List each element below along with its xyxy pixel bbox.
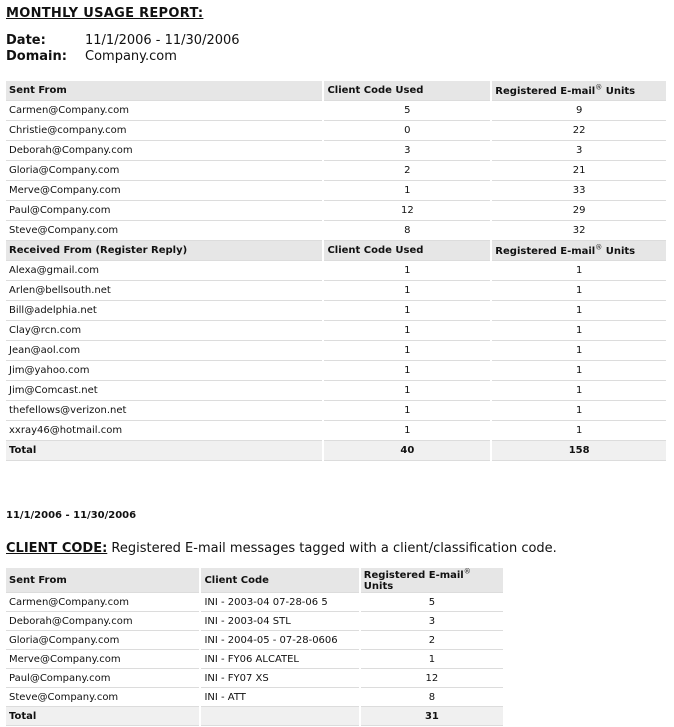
sent-row [6, 141, 667, 161]
client-code-used-cell: 1 [323, 321, 491, 341]
registered-units-cell: 1 [491, 361, 667, 381]
email-cell: Gloria@Company.com [6, 631, 200, 650]
client-code-used-cell: 1 [323, 401, 491, 421]
sent-row [6, 221, 667, 241]
usage-table [6, 81, 668, 461]
units-suffix: Units [605, 86, 636, 98]
client-code-used-cell: 1 [323, 341, 491, 361]
total-label: Total [6, 707, 200, 726]
client-code-row [6, 593, 504, 612]
sent-row [6, 161, 667, 181]
column-header: Sent From [6, 81, 323, 101]
column-header: Received From (Register Reply) [6, 241, 323, 261]
client-code-used-cell: 1 [323, 381, 491, 401]
client-code-used-cell: 1 [323, 361, 491, 381]
registered-units-cell: 1 [491, 281, 667, 301]
registered-units-header [495, 83, 636, 98]
domain-line [6, 49, 177, 64]
client-code-row [6, 631, 504, 650]
column-header-text: Registered E-mail [495, 86, 596, 98]
registered-units-cell: 1 [491, 261, 667, 281]
registered-units-cell: 3 [360, 612, 504, 631]
client-code-used-cell: 8 [323, 221, 491, 241]
registered-units-cell: 22 [491, 121, 667, 141]
email-cell: thefellows@verizon.net [6, 401, 323, 421]
email-cell: Steve@Company.com [6, 221, 323, 241]
client-code-used-cell: 1 [323, 181, 491, 201]
client-code-cell: INI - ATT [200, 688, 359, 707]
received-row [6, 401, 667, 421]
client-code-table [6, 568, 505, 726]
date-label: Date: [6, 33, 46, 48]
received-row [6, 421, 667, 441]
received-row [6, 301, 667, 321]
registered-mark: ® [463, 568, 471, 576]
registered-units-cell: 1 [491, 421, 667, 441]
client-code-used-cell: 1 [323, 301, 491, 321]
client-code-heading [6, 541, 557, 556]
email-cell: Alexa@gmail.com [6, 261, 323, 281]
registered-units-cell: 2 [360, 631, 504, 650]
registered-units-cell: 29 [491, 201, 667, 221]
client-code-description: Registered E-mail messages tagged with a client/classification code. [107, 541, 557, 556]
client-code-used-cell: 1 [323, 281, 491, 301]
client-code-used-cell: 2 [323, 161, 491, 181]
column-header [491, 81, 667, 101]
email-cell: Carmen@Company.com [6, 101, 323, 121]
client-code-used-cell: 5 [323, 101, 491, 121]
email-cell: Merve@Company.com [6, 650, 200, 669]
registered-units-cell: 8 [360, 688, 504, 707]
email-cell: xxray46@hotmail.com [6, 421, 323, 441]
email-cell: Jim@yahoo.com [6, 361, 323, 381]
client-code-row [6, 688, 504, 707]
units-suffix: Units [363, 581, 394, 593]
total-client-code [200, 707, 359, 726]
section2-date: 11/1/2006 - 11/30/2006 [6, 510, 137, 521]
total-units: 31 [360, 707, 504, 726]
registered-units-header [364, 570, 471, 592]
email-cell: Jean@aol.com [6, 341, 323, 361]
total-label: Total [6, 441, 323, 461]
email-cell: Gloria@Company.com [6, 161, 323, 181]
registered-units-cell: 32 [491, 221, 667, 241]
received-row [6, 281, 667, 301]
total-row [6, 441, 667, 461]
registered-units-header [495, 243, 636, 258]
report-title: MONTHLY USAGE REPORT: [6, 6, 204, 21]
received-row [6, 261, 667, 281]
registered-units-cell: 3 [491, 141, 667, 161]
client-code-cell: INI - FY06 ALCATEL [200, 650, 359, 669]
column-header: Client Code Used [323, 241, 491, 261]
email-cell: Paul@Company.com [6, 201, 323, 221]
registered-units-cell: 21 [491, 161, 667, 181]
date-value: 11/1/2006 - 11/30/2006 [85, 33, 240, 48]
email-cell: Merve@Company.com [6, 181, 323, 201]
registered-units-cell: 12 [360, 669, 504, 688]
registered-units-cell: 1 [491, 381, 667, 401]
registered-mark: ® [595, 243, 603, 252]
sent-row [6, 201, 667, 221]
client-code-used-cell: 1 [323, 261, 491, 281]
email-cell: Bill@adelphia.net [6, 301, 323, 321]
client-code-cell: INI - 2003-04 07-28-06 5 [200, 593, 359, 612]
units-suffix: Units [605, 246, 636, 258]
client-code-cell: INI - FY07 XS [200, 669, 359, 688]
registered-units-cell: 33 [491, 181, 667, 201]
registered-units-cell: 1 [360, 650, 504, 669]
column-header: Sent From [6, 568, 200, 593]
column-header-text: Registered E-mail [363, 570, 464, 582]
registered-mark: ® [595, 83, 603, 92]
total-units: 158 [491, 441, 667, 461]
email-cell: Clay@rcn.com [6, 321, 323, 341]
client-code-label: CLIENT CODE: [6, 541, 108, 556]
registered-units-cell: 9 [491, 101, 667, 121]
client-code-cell: INI - 2003-04 STL [200, 612, 359, 631]
received-row [6, 321, 667, 341]
registered-units-cell: 5 [360, 593, 504, 612]
received-row [6, 361, 667, 381]
email-cell: Arlen@bellsouth.net [6, 281, 323, 301]
total-client-code: 40 [323, 441, 491, 461]
email-cell: Deborah@Company.com [6, 141, 323, 161]
table-header-row [6, 568, 504, 593]
column-header-text: Registered E-mail [495, 246, 596, 258]
column-header: Client Code Used [323, 81, 491, 101]
domain-value: Company.com [85, 49, 177, 64]
client-code-used-cell: 0 [323, 121, 491, 141]
registered-units-cell: 1 [491, 321, 667, 341]
registered-units-cell: 1 [491, 341, 667, 361]
domain-label: Domain: [6, 49, 67, 64]
email-cell: Carmen@Company.com [6, 593, 200, 612]
received-row [6, 381, 667, 401]
email-cell: Jim@Comcast.net [6, 381, 323, 401]
received-row [6, 341, 667, 361]
client-code-row [6, 612, 504, 631]
date-line [6, 33, 240, 48]
client-code-used-cell: 1 [323, 421, 491, 441]
column-header: Client Code [200, 568, 359, 593]
email-cell: Christie@company.com [6, 121, 323, 141]
client-code-row [6, 669, 504, 688]
registered-units-cell: 1 [491, 401, 667, 421]
email-cell: Deborah@Company.com [6, 612, 200, 631]
client-code-row [6, 650, 504, 669]
total-row [6, 707, 504, 726]
email-cell: Steve@Company.com [6, 688, 200, 707]
table-header-row [6, 241, 667, 261]
registered-units-cell: 1 [491, 301, 667, 321]
table-header-row [6, 81, 667, 101]
client-code-used-cell: 3 [323, 141, 491, 161]
column-header [360, 568, 504, 593]
sent-row [6, 121, 667, 141]
email-cell: Paul@Company.com [6, 669, 200, 688]
client-code-used-cell: 12 [323, 201, 491, 221]
column-header [491, 241, 667, 261]
sent-row [6, 181, 667, 201]
sent-row [6, 101, 667, 121]
client-code-cell: INI - 2004-05 - 07-28-0606 [200, 631, 359, 650]
